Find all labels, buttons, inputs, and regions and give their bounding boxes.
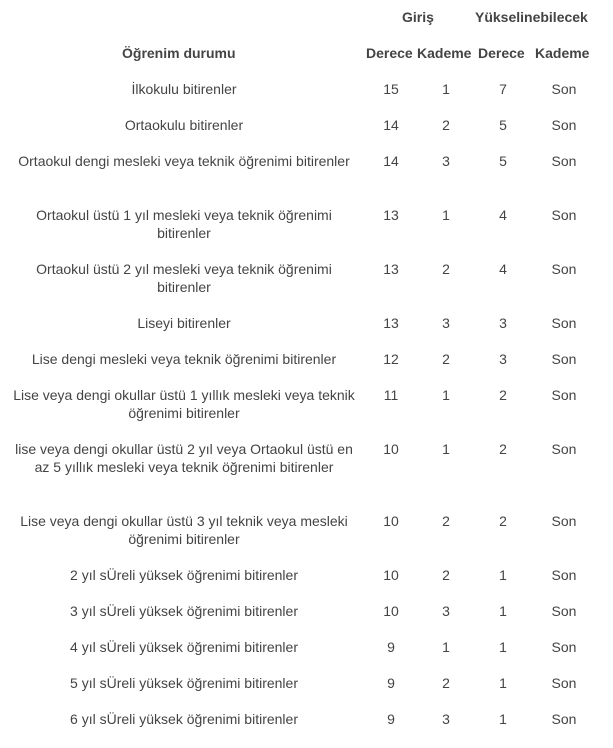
row-description: 4 yıl sÜreli yüksek öğrenimi bitirenler xyxy=(70,639,298,655)
cell-yukselinebilecek-derece: 4 xyxy=(499,261,507,277)
cell-yukselinebilecek-kademe: Son xyxy=(551,711,577,727)
cell-yukselinebilecek-kademe: Son xyxy=(551,153,577,169)
group-header-yukselinebilecek: Yükselinebilecek xyxy=(475,9,588,25)
cell-giris-kademe: 2 xyxy=(442,513,450,529)
row-description: 6 yıl sÜreli yüksek öğrenimi bitirenler xyxy=(70,711,298,727)
column-header-yukselinebilecek-derece: Derece xyxy=(478,45,525,61)
column-header-ogrenim-durumu: Öğrenim durumu xyxy=(122,45,236,61)
cell-giris-derece: 9 xyxy=(387,639,395,655)
table-row xyxy=(0,638,613,674)
cell-giris-derece: 14 xyxy=(383,117,399,133)
cell-yukselinebilecek-derece: 2 xyxy=(499,441,507,457)
cell-yukselinebilecek-kademe: Son xyxy=(551,441,577,457)
row-description: Ortaokul üstü 1 yıl mesleki veya teknik öğrenimi bitirenler xyxy=(36,207,332,241)
cell-yukselinebilecek-kademe: Son xyxy=(551,603,577,619)
cell-yukselinebilecek-kademe: Son xyxy=(551,315,577,331)
cell-yukselinebilecek-derece: 3 xyxy=(499,315,507,331)
cell-giris-kademe: 3 xyxy=(442,711,450,727)
cell-giris-derece: 9 xyxy=(387,675,395,691)
cell-giris-kademe: 1 xyxy=(442,639,450,655)
table-row xyxy=(0,116,613,152)
cell-yukselinebilecek-derece: 1 xyxy=(499,603,507,619)
cell-yukselinebilecek-kademe: Son xyxy=(551,207,577,223)
row-description: Ortaokulu bitirenler xyxy=(124,117,244,133)
cell-yukselinebilecek-kademe: Son xyxy=(551,81,577,97)
cell-giris-kademe: 2 xyxy=(442,351,450,367)
cell-giris-kademe: 3 xyxy=(442,315,450,331)
table-row xyxy=(0,314,613,350)
cell-giris-derece: 9 xyxy=(387,711,395,727)
table-row xyxy=(0,152,613,206)
cell-giris-kademe: 1 xyxy=(442,207,450,223)
group-header-giris: Giriş xyxy=(402,9,434,25)
row-description: Ortaokul üstü 2 yıl mesleki veya teknik öğrenimi bitirenler xyxy=(36,261,332,295)
row-description: 5 yıl sÜreli yüksek öğrenimi bitirenler xyxy=(70,675,298,691)
cell-giris-derece: 10 xyxy=(383,567,399,583)
table-row xyxy=(0,260,613,314)
cell-yukselinebilecek-kademe: Son xyxy=(551,513,577,529)
column-header-yukselinebilecek-kademe: Kademe xyxy=(535,45,590,61)
row-description: Ortaokul dengi mesleki veya teknik öğrenimi bitirenler xyxy=(18,153,350,169)
table-row xyxy=(0,386,613,440)
row-description: Liseyi bitirenler xyxy=(137,315,231,331)
cell-giris-derece: 11 xyxy=(383,387,399,403)
cell-giris-derece: 14 xyxy=(383,153,399,169)
row-description: Lise veya dengi okullar üstü 3 yıl teknik veya mesleki öğrenimi bitirenler xyxy=(20,513,348,547)
cell-giris-derece: 15 xyxy=(383,81,399,97)
row-description: İlkokulu bitirenler xyxy=(131,81,237,97)
table-row xyxy=(0,206,613,260)
table-row xyxy=(0,350,613,386)
cell-giris-kademe: 2 xyxy=(442,567,450,583)
cell-giris-kademe: 3 xyxy=(442,153,450,169)
cell-yukselinebilecek-kademe: Son xyxy=(551,567,577,583)
table-row xyxy=(0,674,613,710)
cell-yukselinebilecek-derece: 2 xyxy=(499,387,507,403)
row-description: 3 yıl sÜreli yüksek öğrenimi bitirenler xyxy=(70,603,298,619)
row-description: lise veya dengi okullar üstü 2 yıl veya Ortaokul üstü en az 5 yıllık mesleki veya teknik öğrenimi bitirenler xyxy=(15,441,353,475)
row-description: 2 yıl sÜreli yüksek öğrenimi bitirenler xyxy=(70,567,298,583)
cell-yukselinebilecek-kademe: Son xyxy=(551,261,577,277)
cell-yukselinebilecek-kademe: Son xyxy=(551,675,577,691)
table-row xyxy=(0,602,613,638)
cell-giris-kademe: 2 xyxy=(442,675,450,691)
cell-giris-kademe: 2 xyxy=(442,261,450,277)
cell-yukselinebilecek-derece: 7 xyxy=(499,81,507,97)
cell-yukselinebilecek-derece: 5 xyxy=(499,153,507,169)
cell-yukselinebilecek-derece: 2 xyxy=(499,513,507,529)
cell-giris-kademe: 1 xyxy=(442,441,450,457)
cell-giris-derece: 10 xyxy=(383,441,399,457)
cell-giris-kademe: 2 xyxy=(442,117,450,133)
cell-yukselinebilecek-kademe: Son xyxy=(551,351,577,367)
cell-yukselinebilecek-derece: 4 xyxy=(499,207,507,223)
cell-yukselinebilecek-derece: 1 xyxy=(499,639,507,655)
table-row xyxy=(0,512,613,566)
cell-yukselinebilecek-derece: 1 xyxy=(499,675,507,691)
column-header-row xyxy=(0,36,613,70)
column-header-giris-derece: Derece xyxy=(366,45,413,61)
cell-giris-derece: 10 xyxy=(383,513,399,529)
row-description: Lise veya dengi okullar üstü 1 yıllık mesleki veya teknik öğrenimi bitirenler xyxy=(13,387,355,421)
cell-yukselinebilecek-kademe: Son xyxy=(551,639,577,655)
group-header-row xyxy=(0,0,613,36)
table-row xyxy=(0,710,613,746)
column-header-giris-kademe: Kademe xyxy=(417,45,472,61)
cell-giris-kademe: 1 xyxy=(442,81,450,97)
cell-giris-derece: 12 xyxy=(383,351,399,367)
cell-yukselinebilecek-derece: 5 xyxy=(499,117,507,133)
cell-giris-derece: 13 xyxy=(383,315,399,331)
cell-giris-kademe: 1 xyxy=(442,387,450,403)
cell-yukselinebilecek-derece: 1 xyxy=(499,711,507,727)
cell-yukselinebilecek-kademe: Son xyxy=(551,387,577,403)
table-row xyxy=(0,566,613,602)
row-description: Lise dengi mesleki veya teknik öğrenimi bitirenler xyxy=(31,351,337,367)
cell-giris-derece: 10 xyxy=(383,603,399,619)
cell-giris-kademe: 3 xyxy=(442,603,450,619)
cell-yukselinebilecek-kademe: Son xyxy=(551,117,577,133)
cell-giris-derece: 13 xyxy=(383,261,399,277)
cell-yukselinebilecek-derece: 1 xyxy=(499,567,507,583)
cell-giris-derece: 13 xyxy=(383,207,399,223)
table-row xyxy=(0,440,613,512)
table-row xyxy=(0,80,613,116)
cell-yukselinebilecek-derece: 3 xyxy=(499,351,507,367)
